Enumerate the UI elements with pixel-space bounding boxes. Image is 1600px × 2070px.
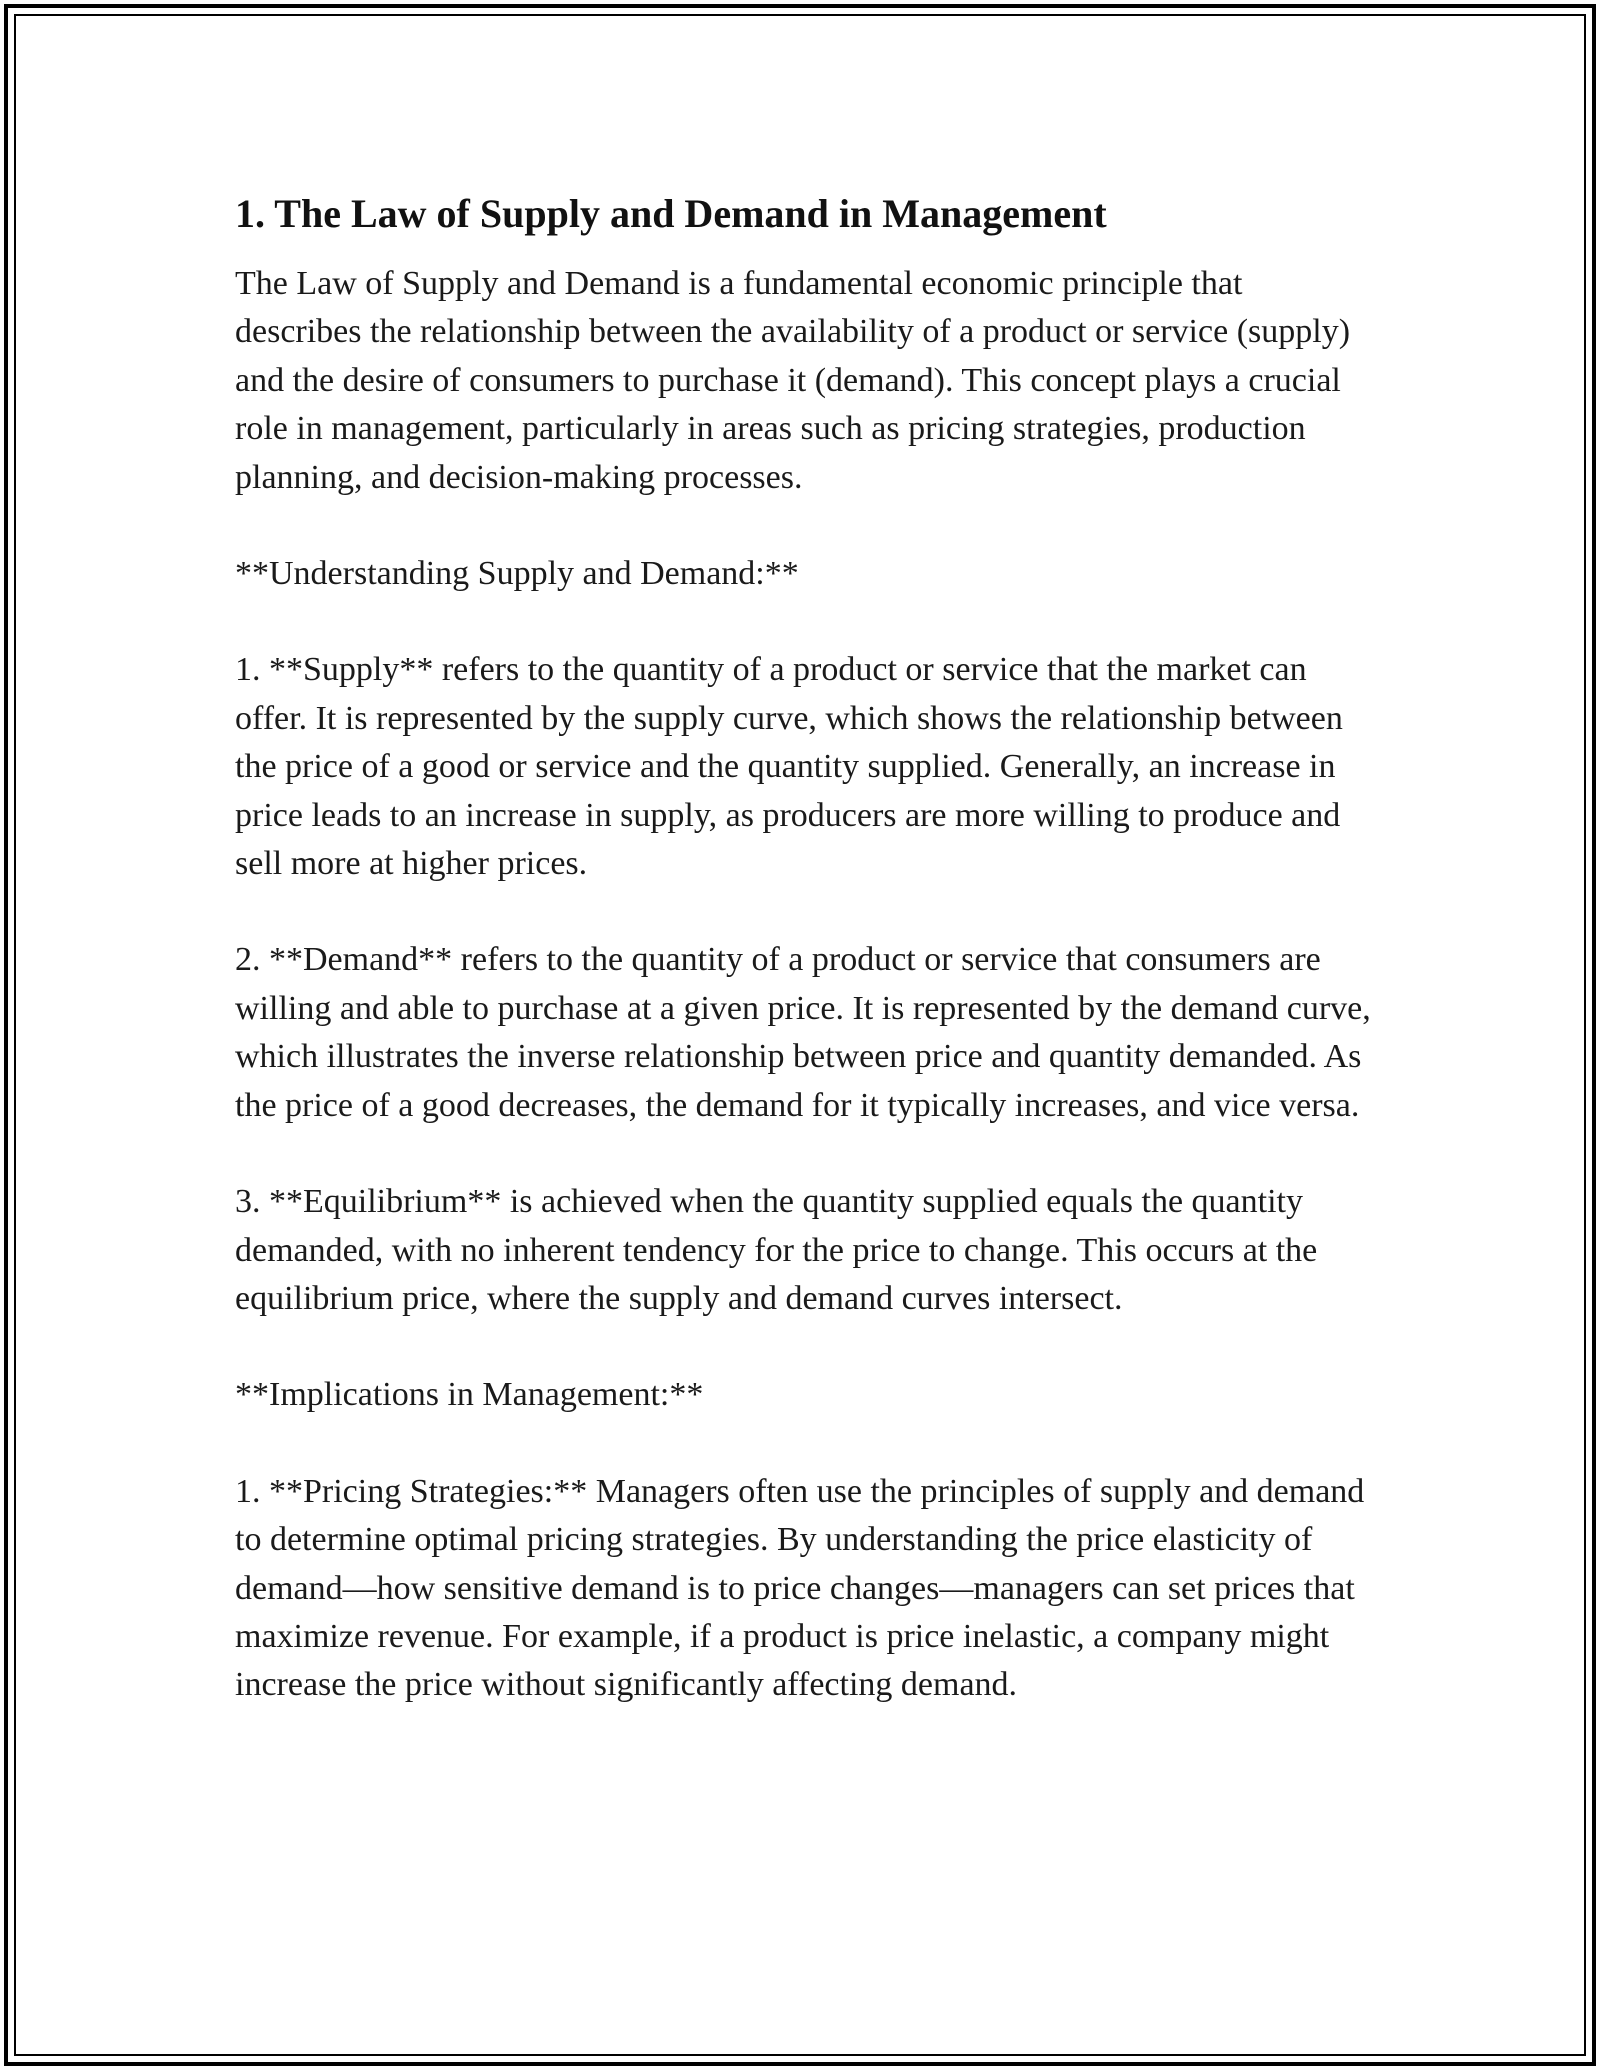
equilibrium-paragraph: 3. **Equilibrium** is achieved when the quantity supplied equals the quantity demanded, with no inherent tendency for the price to change. This occurs at the equilibrium price, where the supply and demand curves intersect. <box>235 1183 1318 1317</box>
demand-paragraph: 2. **Demand** refers to the quantity of a product or service that consumers are willing and able to purchase at a given price. It is represented by the demand curve, which illustrates the inverse relationship between price and quantity demanded. As the price of a good decreases, the demand for it typically increases, and vice versa. <box>235 941 1371 1124</box>
document-title: 1. The Law of Supply and Demand in Management <box>235 191 1107 236</box>
document-body <box>235 186 1375 1710</box>
supply-paragraph: 1. **Supply** refers to the quantity of a product or service that the market can offer. It is represented by the supply curve, which shows the relationship between the price of a good or service and the quantity supplied. Generally, an increase in price leads to an increase in supply, as producers are more willing to produce and sell more at higher prices. <box>235 651 1343 883</box>
section-heading-understanding: **Understanding Supply and Demand:** <box>235 555 799 593</box>
pricing-strategies-paragraph: 1. **Pricing Strategies:** Managers often use the principles of supply and demand to determine optimal pricing strategies. By understanding the price elasticity of demand—how sensitive demand is to price changes—managers can set prices that maximize revenue. For example, if a product is price inelastic, a company might increase the price without significantly affecting demand. <box>235 1472 1365 1704</box>
section-heading-implications: **Implications in Management:** <box>235 1376 704 1414</box>
intro-paragraph: The Law of Supply and Demand is a fundamental economic principle that describes the relationship between the availability of a product or service (supply) and the desire of consumers to purchase it (demand). This concept plays a crucial role in management, particularly in areas such as pricing strategies, production planning, and decision-making processes. <box>235 265 1351 496</box>
